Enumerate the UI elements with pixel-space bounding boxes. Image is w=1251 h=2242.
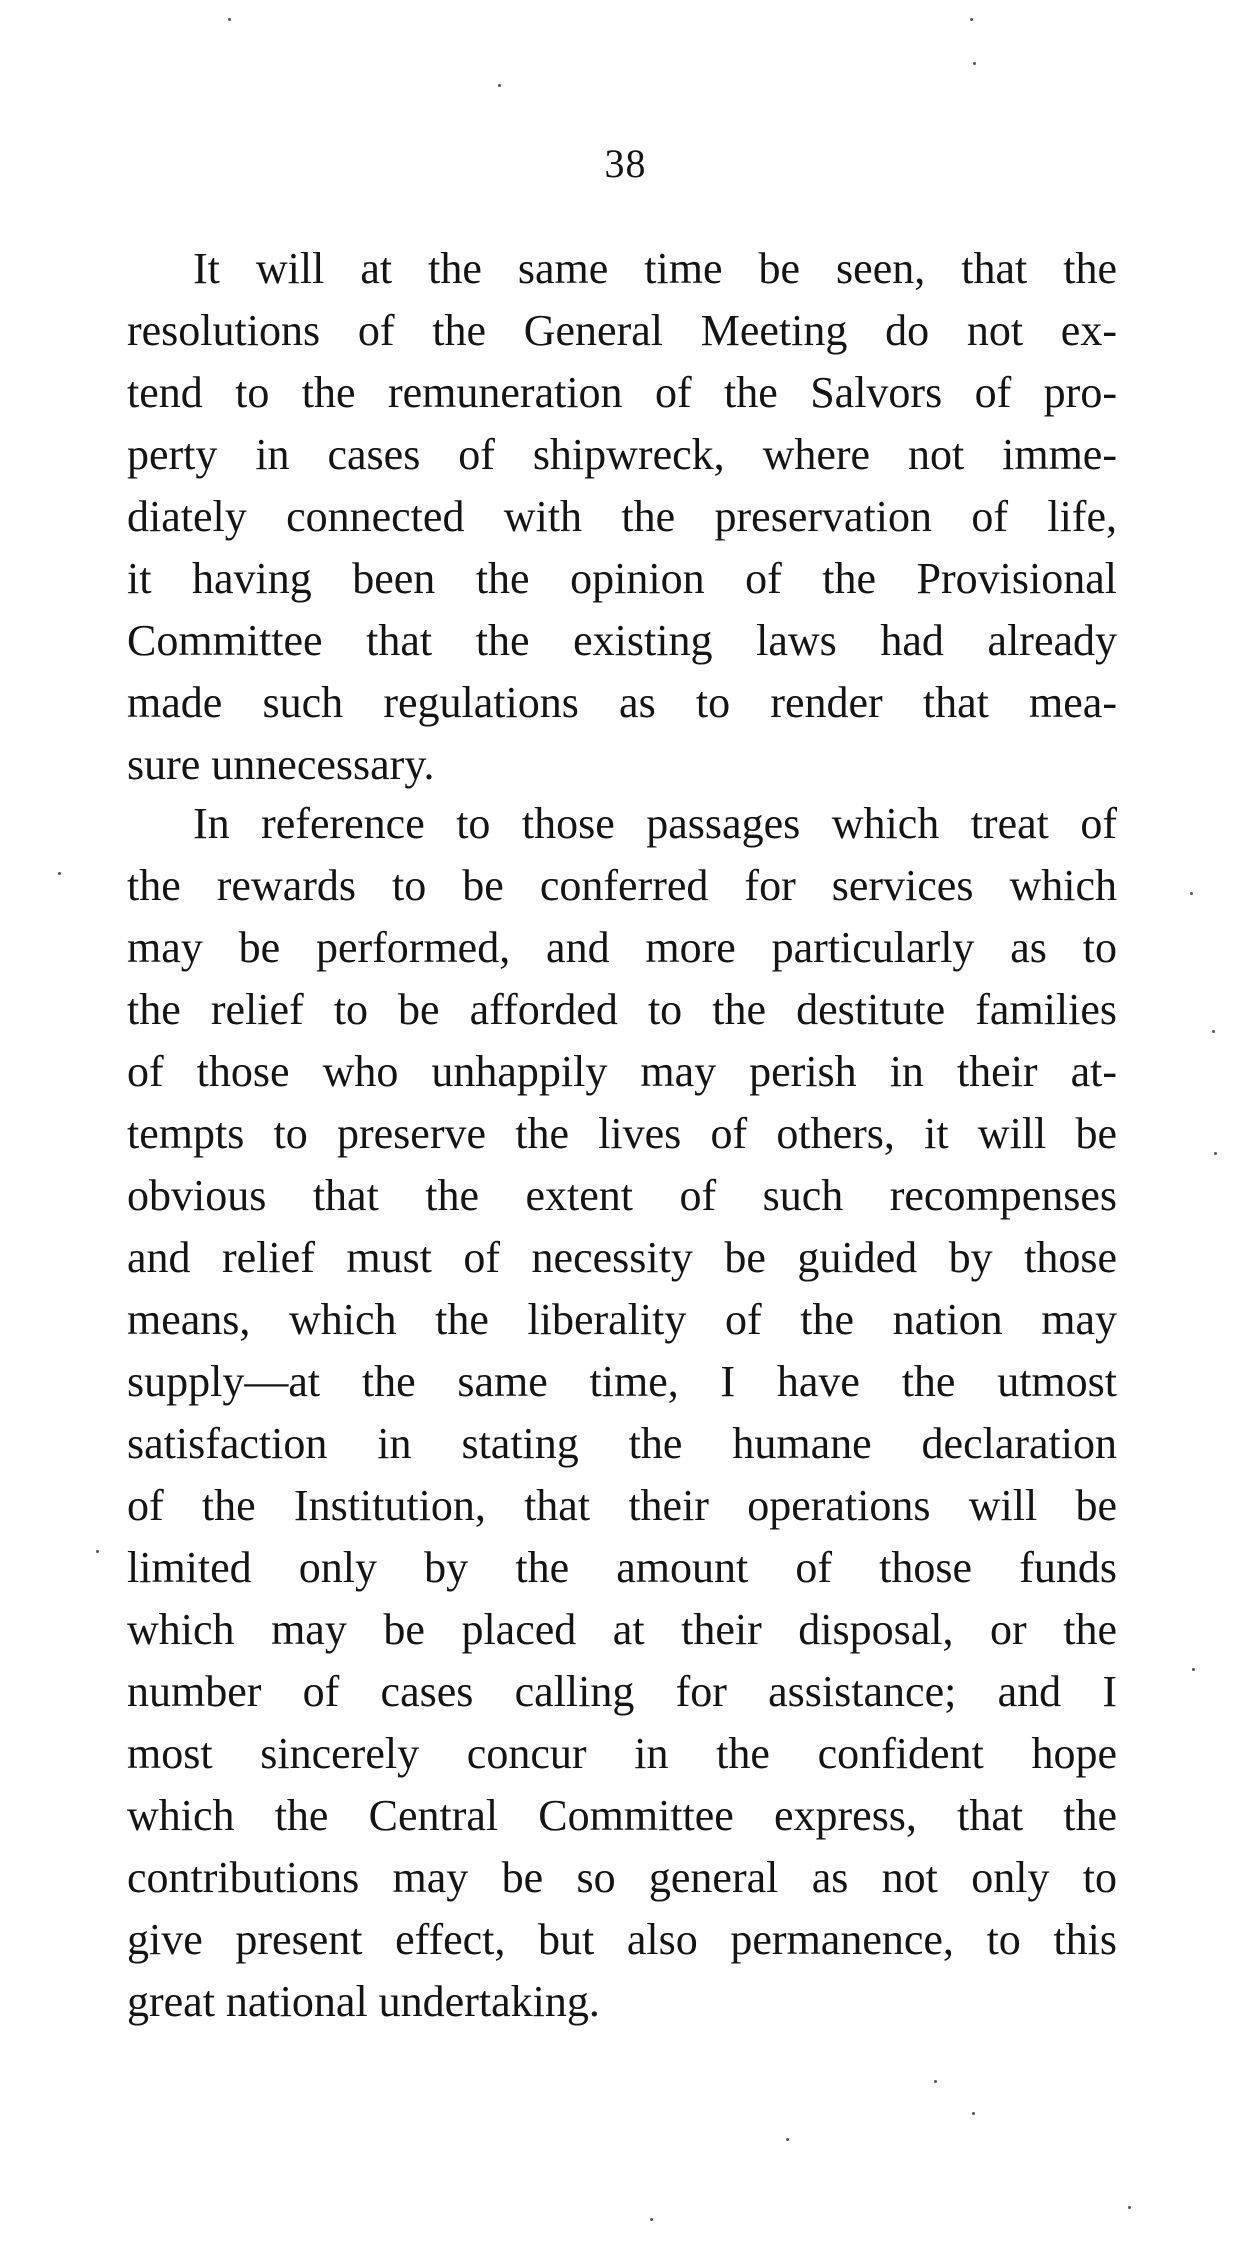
text-line: limited only by the amount of those funds [127, 1543, 1117, 1592]
text-line: resolutions of the General Meeting do not ex- [127, 306, 1117, 355]
scan-speck [498, 84, 501, 87]
scan-speck [58, 872, 61, 875]
text-line: of those who unhappily may perish in their at- [127, 1047, 1117, 1096]
scan-speck [1190, 892, 1193, 895]
scan-speck [96, 1550, 99, 1553]
text-line: It will at the same time be seen, that the [193, 244, 1117, 293]
text-line: diately connected with the preservation of life, [127, 492, 1117, 541]
scan-speck [1192, 1668, 1195, 1671]
text-line: may be performed, and more particularly as to [127, 923, 1117, 972]
scan-speck [970, 18, 973, 21]
paragraph-2 [127, 793, 1117, 2033]
text-line: supply—at the same time, I have the utmost [127, 1357, 1117, 1406]
text-line: sure unnecessary. [127, 740, 435, 789]
page-number: 38 [604, 141, 647, 186]
scan-speck [934, 2080, 937, 2083]
scan-speck [228, 18, 231, 21]
text-line: of the Institution, that their operations will be [127, 1481, 1117, 1530]
text-line: the rewards to be conferred for services which [127, 861, 1117, 910]
scan-speck [1214, 1152, 1217, 1155]
text-line: means, which the liberality of the nation may [127, 1295, 1117, 1344]
text-line: most sincerely concur in the confident hope [127, 1729, 1117, 1778]
text-line: obvious that the extent of such recompenses [127, 1171, 1117, 1220]
text-line: give present effect, but also permanence, to this [127, 1915, 1117, 1964]
scan-speck [1212, 1030, 1215, 1033]
scan-speck [786, 2138, 789, 2141]
text-line: tend to the remuneration of the Salvors of pro- [127, 368, 1117, 417]
text-line: and relief must of necessity be guided by those [127, 1233, 1117, 1282]
scan-speck [650, 2218, 653, 2221]
text-line: the relief to be afforded to the destitute families [127, 985, 1117, 1034]
text-line: which the Central Committee express, that the [127, 1791, 1117, 1840]
text-line: great national undertaking. [127, 1977, 600, 2026]
text-line: satisfaction in stating the humane declaration [127, 1419, 1117, 1468]
text-line: Committee that the existing laws had already [127, 616, 1117, 665]
text-line: perty in cases of shipwreck, where not imme- [127, 430, 1117, 479]
scan-speck [973, 62, 976, 65]
text-line: which may be placed at their disposal, or the [127, 1605, 1117, 1654]
text-line: contributions may be so general as not only to [127, 1853, 1117, 1902]
scan-speck [1128, 2206, 1131, 2209]
text-line: made such regulations as to render that mea- [127, 678, 1117, 727]
paragraph-1 [127, 238, 1117, 796]
text-line: number of cases calling for assistance; and I [127, 1667, 1117, 1716]
text-line: it having been the opinion of the Provisional [127, 554, 1117, 603]
text-line: In reference to those passages which treat of [193, 799, 1117, 848]
text-line: tempts to preserve the lives of others, it will be [127, 1109, 1117, 1158]
scan-speck [972, 2112, 975, 2115]
